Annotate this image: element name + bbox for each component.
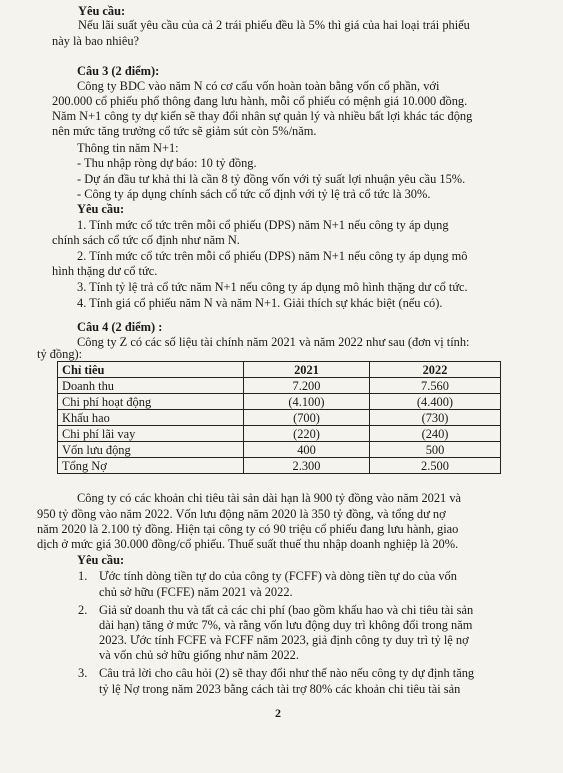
table-cell: (220) [244, 426, 370, 442]
table-cell: 2.500 [370, 458, 501, 474]
item-number: 3. [78, 666, 88, 680]
table-header-row [58, 362, 501, 378]
requirement-line: hình thặng dư cổ tức. [52, 264, 158, 278]
info-item: - Thu nhập ròng dự báo: 10 tỷ đồng. [77, 156, 257, 170]
table-cell: Vốn lưu động [58, 442, 244, 458]
item-number: 2. [78, 603, 88, 617]
cau3-paragraph-line: nên mức tăng trưởng cổ tức sẽ giảm sút còn 5%/năm. [52, 124, 317, 138]
item-line: Giả sử doanh thu và tất cả các chi phí (bao gồm khấu hao và chi tiêu tài sản [99, 603, 474, 617]
table-row [58, 394, 501, 410]
cau4-paragraph-line: năm 2020 là 2.100 tỷ đồng. Hiện tại công ty có 90 triệu cổ phiếu đang lưu hành, giao [37, 522, 459, 536]
cau4-title: Câu 4 (2 điểm) : [77, 320, 163, 334]
requirement-line: 3. Tính tỷ lệ trả cổ tức năm N+1 nếu công ty áp dụng mô hình thặng dư cổ tức. [77, 280, 468, 294]
yeu-cau-heading: Yêu cầu: [78, 4, 126, 18]
table-cell: 400 [244, 442, 370, 458]
question-line: này là bao nhiêu? [52, 34, 140, 48]
cau4-intro-line: tỷ đồng): [37, 347, 83, 361]
column-header: Chỉ tiêu [58, 362, 244, 378]
cau3-paragraph-line: 200.000 cổ phiếu phổ thông đang lưu hành, mỗi cổ phiếu có mệnh giá 10.000 đồng. [52, 94, 468, 108]
table-row [58, 426, 501, 442]
cau3-title: Câu 3 (2 điểm): [77, 64, 160, 78]
table-cell: (4.100) [244, 394, 370, 410]
item-line: dài hạn) tăng ở mức 7%, và rằng vốn lưu động duy trì không đổi trong năm [99, 618, 473, 632]
info-item: - Dự án đầu tư khả thi là cần 8 tỷ đồng vốn với tỷ suất lợi nhuận yêu cầu 15%. [77, 172, 466, 186]
requirement-line: 4. Tính giá cổ phiếu năm N và năm N+1. Giải thích sự khác biệt (nếu có). [77, 296, 443, 310]
table-cell: Chi phí lãi vay [58, 426, 244, 442]
page-number: 2 [275, 706, 281, 720]
table-row [58, 378, 501, 394]
cau4-intro-line: Công ty Z có các số liệu tài chính năm 2021 và năm 2022 như sau (đơn vị tính: [77, 335, 470, 349]
table-cell: Doanh thu [58, 378, 244, 394]
item-line: chủ sở hữu (FCFE) năm 2021 và 2022. [99, 585, 293, 599]
table-cell: 500 [370, 442, 501, 458]
requirement-line: chính sách cổ tức cố định như năm N. [52, 233, 240, 247]
item-line: 2023. Ước tính FCFE và FCFF năm 2023, giả định công ty duy trì tỷ lệ nợ [99, 633, 469, 647]
table-cell: 7.200 [244, 378, 370, 394]
table-cell: Tổng Nợ [58, 458, 244, 474]
table-cell: (240) [370, 426, 501, 442]
item-number: 1. [78, 569, 88, 583]
table-cell: (700) [244, 410, 370, 426]
table-row [58, 410, 501, 426]
cau3-paragraph-line: Công ty BDC vào năm N có cơ cấu vốn hoàn toàn bằng vốn cổ phần, với [77, 79, 440, 93]
cau4-paragraph-line: Công ty có các khoản chi tiêu tài sản dài hạn là 900 tỷ đồng vào năm 2021 và [77, 491, 462, 505]
cau4-paragraph-line: 950 tỷ đồng vào năm 2022. Vốn lưu động năm 2020 là 350 tỷ đồng, và tổng dư nợ [37, 507, 446, 521]
info-title: Thông tin năm N+1: [77, 141, 179, 155]
financial-table [57, 361, 501, 474]
cau4-paragraph-line: dịch ở mức giá 30.000 đồng/cổ phiếu. Thuế suất thuế thu nhập doanh nghiệp là 20%. [37, 537, 459, 551]
column-header: 2021 [244, 362, 370, 378]
cau4-requirement-heading: Yêu cầu: [77, 553, 125, 567]
column-header: 2022 [370, 362, 501, 378]
item-line: tỷ lệ Nợ trong năm 2023 bằng cách tài trợ 80% các khoản chi tiêu tài sản [99, 682, 461, 696]
requirement-line: 2. Tính mức cổ tức trên mỗi cổ phiếu (DPS) năm N+1 nếu công ty áp dụng mô [77, 249, 468, 263]
table-cell: Chi phí hoạt động [58, 394, 244, 410]
info-item: - Công ty áp dụng chính sách cổ tức cố định với tỷ lệ trả cổ tức là 30%. [77, 187, 431, 201]
table-cell: 7.560 [370, 378, 501, 394]
table-row [58, 442, 501, 458]
item-line: Ước tính dòng tiền tự do của công ty (FCFF) và dòng tiền tự do của vốn [99, 569, 457, 583]
table-cell: 2.300 [244, 458, 370, 474]
requirement-line: 1. Tính mức cổ tức trên mỗi cổ phiếu (DPS) năm N+1 nếu công ty áp dụng [77, 218, 449, 232]
cau3-paragraph-line: Năm N+1 công ty dự kiến sẽ thay đổi nhân sự quản lý và nhiều bất lợi khác tác động [52, 109, 473, 123]
table-row [58, 458, 501, 474]
item-line: Câu trả lời cho câu hỏi (2) sẽ thay đổi như thế nào nếu công ty dự định tăng [99, 666, 475, 680]
item-line: và vốn chủ sở hữu giống như năm 2022. [99, 648, 299, 662]
table-cell: Khấu hao [58, 410, 244, 426]
table-cell: (730) [370, 410, 501, 426]
table-cell: (4.400) [370, 394, 501, 410]
cau3-requirement-heading: Yêu cầu: [77, 202, 125, 216]
question-line: Nếu lãi suất yêu cầu của cả 2 trái phiếu đều là 5% thì giá của hai loại trái phiếu [78, 18, 470, 32]
